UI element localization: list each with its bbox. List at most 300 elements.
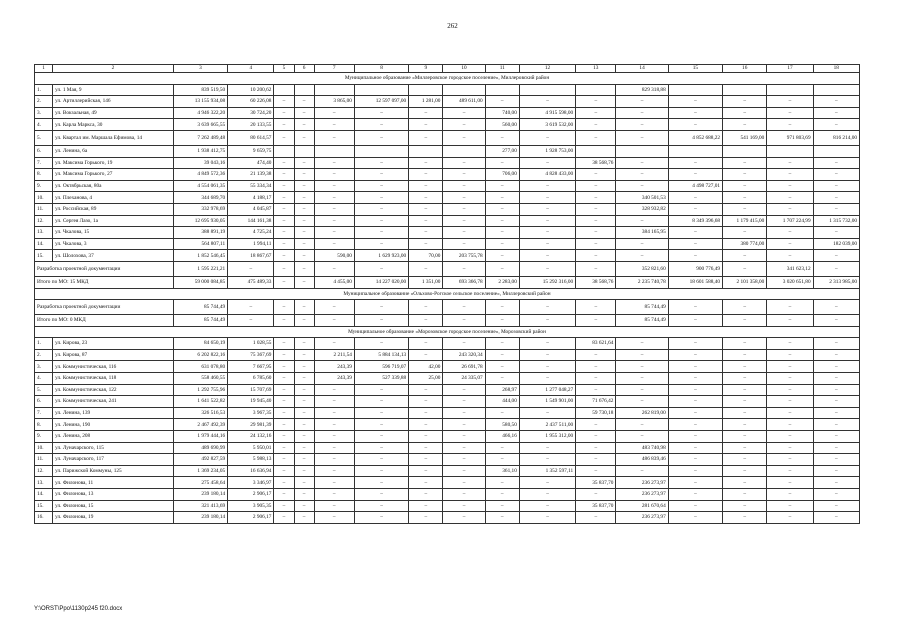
value-cell: – xyxy=(485,215,519,227)
value-cell: 243,39 xyxy=(314,361,354,373)
value-cell: – xyxy=(274,276,294,288)
table-row xyxy=(35,384,860,396)
value-cell: – xyxy=(409,349,443,361)
value-cell: 489 690,99 xyxy=(173,442,227,454)
value-cell: – xyxy=(813,489,859,501)
value-cell: – xyxy=(576,250,616,262)
value-cell: 2 283,00 xyxy=(485,276,519,288)
value-cell: – xyxy=(274,500,294,512)
value-cell: 71 676,42 xyxy=(576,396,616,408)
value-cell: 19 945,40 xyxy=(228,396,274,408)
value-cell: 2 906,17 xyxy=(228,512,274,524)
value-cell: – xyxy=(519,96,575,108)
value-cell: – xyxy=(519,349,575,361)
value-cell: 75 367,69 xyxy=(228,349,274,361)
summary-row xyxy=(35,300,860,315)
value-cell: – xyxy=(443,157,485,169)
value-cell: 340 501,53 xyxy=(616,192,668,204)
address-cell: ул. Ленина, 6а xyxy=(53,145,174,157)
value-cell: 2 467 492,39 xyxy=(173,419,227,431)
value-cell: – xyxy=(668,315,722,327)
value-cell xyxy=(723,145,767,157)
section-header-row xyxy=(35,288,860,300)
value-cell: – xyxy=(294,157,314,169)
value-cell: 1 938 412,75 xyxy=(173,145,227,157)
value-cell xyxy=(314,84,354,96)
table-row xyxy=(35,203,860,215)
value-cell: – xyxy=(354,130,408,145)
value-cell: – xyxy=(813,373,859,385)
value-cell: 2 313 985,00 xyxy=(813,276,859,288)
address-cell: ул. Российская, 89 xyxy=(53,203,174,215)
address-cell: ул. Коммунистическая, 116 xyxy=(53,361,174,373)
summary-row xyxy=(35,276,860,288)
value-cell: – xyxy=(409,477,443,489)
row-number: 4. xyxy=(35,373,53,385)
value-cell: 15 292 316,00 xyxy=(519,276,575,288)
section-header-row xyxy=(35,326,860,338)
value-cell: – xyxy=(485,300,519,315)
value-cell: 1 351,00 xyxy=(409,276,443,288)
value-cell: – xyxy=(354,407,408,419)
value-cell: 474,40 xyxy=(228,157,274,169)
value-cell: 527 339,88 xyxy=(354,373,408,385)
value-cell: 693 366,78 xyxy=(443,276,485,288)
value-cell: – xyxy=(485,261,519,276)
address-cell: ул. Сергея Лазо, 1а xyxy=(53,215,174,227)
value-cell: – xyxy=(409,107,443,119)
value-cell xyxy=(485,84,519,96)
value-cell: – xyxy=(576,315,616,327)
value-cell: – xyxy=(485,454,519,466)
value-cell: 18 867,67 xyxy=(228,250,274,262)
value-cell: 35 837,70 xyxy=(576,500,616,512)
address-cell: ул. Артиллерийская, 146 xyxy=(53,96,174,108)
value-cell: – xyxy=(576,130,616,145)
row-number: 2. xyxy=(35,349,53,361)
value-cell: 344 689,70 xyxy=(173,192,227,204)
value-cell: – xyxy=(274,431,294,443)
value-cell: – xyxy=(813,361,859,373)
value-cell: – xyxy=(314,107,354,119)
value-cell: 236 273,97 xyxy=(616,512,668,524)
value-cell: – xyxy=(576,454,616,466)
row-number: 10. xyxy=(35,192,53,204)
column-number-cell: 1 xyxy=(35,65,53,73)
value-cell: 1 852 546,45 xyxy=(173,250,227,262)
value-cell: – xyxy=(294,338,314,350)
value-cell: – xyxy=(409,442,443,454)
table-row xyxy=(35,338,860,350)
value-cell: – xyxy=(767,454,813,466)
value-cell: – xyxy=(409,500,443,512)
value-cell: – xyxy=(767,315,813,327)
value-cell: 1 549 901,00 xyxy=(519,396,575,408)
column-number-row xyxy=(35,65,860,73)
value-cell: – xyxy=(443,489,485,501)
value-cell: 475 489,33 xyxy=(228,276,274,288)
value-cell: – xyxy=(443,261,485,276)
value-cell: – xyxy=(813,261,859,276)
table-row xyxy=(35,512,860,524)
value-cell: – xyxy=(576,431,616,443)
value-cell: – xyxy=(409,384,443,396)
value-cell: – xyxy=(767,477,813,489)
value-cell: – xyxy=(616,338,668,350)
value-cell: – xyxy=(274,442,294,454)
value-cell: – xyxy=(767,203,813,215)
value-cell: – xyxy=(354,384,408,396)
value-cell xyxy=(274,84,294,96)
value-cell: – xyxy=(443,192,485,204)
value-cell: – xyxy=(485,180,519,192)
value-cell: – xyxy=(576,96,616,108)
value-cell: 706,00 xyxy=(485,169,519,181)
value-cell: – xyxy=(813,119,859,131)
value-cell: – xyxy=(723,96,767,108)
value-cell: – xyxy=(668,349,722,361)
value-cell: – xyxy=(813,338,859,350)
value-cell: – xyxy=(668,477,722,489)
column-number-cell: 12 xyxy=(519,65,575,73)
document-footer-path: Y:\ORST\Ppo\1130p245 f20.docx xyxy=(34,606,123,612)
budget-table xyxy=(34,64,860,524)
value-cell: – xyxy=(519,454,575,466)
value-cell: – xyxy=(813,419,859,431)
value-cell: – xyxy=(767,407,813,419)
value-cell: – xyxy=(813,431,859,443)
value-cell: – xyxy=(354,500,408,512)
value-cell: – xyxy=(294,227,314,239)
value-cell: – xyxy=(443,512,485,524)
value-cell: – xyxy=(767,250,813,262)
value-cell: – xyxy=(576,107,616,119)
value-cell: – xyxy=(576,119,616,131)
value-cell: 39 043,16 xyxy=(173,157,227,169)
row-number: 3. xyxy=(35,107,53,119)
value-cell: 1 595 221,21 xyxy=(173,261,227,276)
table-row xyxy=(35,107,860,119)
column-number-cell: 4 xyxy=(228,65,274,73)
value-cell xyxy=(443,145,485,157)
value-cell: – xyxy=(668,500,722,512)
value-cell xyxy=(723,84,767,96)
value-cell: 4 828 433,00 xyxy=(519,169,575,181)
address-cell: ул. Ленина, 139 xyxy=(53,407,174,419)
value-cell: – xyxy=(443,500,485,512)
table-row xyxy=(35,477,860,489)
value-cell: – xyxy=(668,454,722,466)
value-cell: – xyxy=(294,96,314,108)
value-cell: 1 955 312,00 xyxy=(519,431,575,443)
value-cell: – xyxy=(723,261,767,276)
value-cell: – xyxy=(314,203,354,215)
value-cell: 85 744,49 xyxy=(173,300,227,315)
value-cell: – xyxy=(576,442,616,454)
value-cell: – xyxy=(616,431,668,443)
value-cell: – xyxy=(354,431,408,443)
value-cell: – xyxy=(314,489,354,501)
value-cell: – xyxy=(443,107,485,119)
value-cell: – xyxy=(409,407,443,419)
value-cell: – xyxy=(354,238,408,250)
table-row xyxy=(35,96,860,108)
value-cell: 492 827,59 xyxy=(173,454,227,466)
address-cell: ул. Плеханова, 4 xyxy=(53,192,174,204)
value-cell: – xyxy=(813,442,859,454)
value-cell: 70,00 xyxy=(409,250,443,262)
value-cell: – xyxy=(409,465,443,477)
table-row xyxy=(35,130,860,145)
row-number: 5. xyxy=(35,130,53,145)
value-cell: 262 819,00 xyxy=(616,407,668,419)
value-cell: 277,00 xyxy=(485,145,519,157)
value-cell xyxy=(813,84,859,96)
value-cell: – xyxy=(576,384,616,396)
value-cell: – xyxy=(314,300,354,315)
value-cell: – xyxy=(409,396,443,408)
value-cell: – xyxy=(668,396,722,408)
value-cell: – xyxy=(274,477,294,489)
value-cell: – xyxy=(409,227,443,239)
value-cell: – xyxy=(228,300,274,315)
value-cell: – xyxy=(274,180,294,192)
section-title: Муниципальное образование «Миллеровское городское поселение», Миллеровский район xyxy=(35,73,860,85)
value-cell: – xyxy=(519,500,575,512)
value-cell: 4 188,17 xyxy=(228,192,274,204)
value-cell: – xyxy=(294,250,314,262)
table-row xyxy=(35,238,860,250)
value-cell: – xyxy=(354,477,408,489)
address-cell: ул. Максима Горького, 27 xyxy=(53,169,174,181)
value-cell: – xyxy=(668,300,722,315)
value-cell: – xyxy=(616,361,668,373)
value-cell: – xyxy=(294,407,314,419)
value-cell: – xyxy=(274,250,294,262)
value-cell: – xyxy=(294,512,314,524)
address-cell: ул. Квартал им. Маршала Ефимова, 14 xyxy=(53,130,174,145)
column-number-cell: 6 xyxy=(294,65,314,73)
value-cell: – xyxy=(443,215,485,227)
value-cell: 1 292 755,96 xyxy=(173,384,227,396)
value-cell: – xyxy=(409,238,443,250)
value-cell: 14 227 020,00 xyxy=(354,276,408,288)
value-cell: – xyxy=(668,419,722,431)
value-cell: – xyxy=(274,419,294,431)
value-cell: – xyxy=(813,96,859,108)
value-cell: – xyxy=(294,396,314,408)
value-cell: 3 905,35 xyxy=(228,500,274,512)
value-cell: – xyxy=(813,250,859,262)
row-number: 16. xyxy=(35,512,53,524)
value-cell: – xyxy=(767,396,813,408)
value-cell: – xyxy=(616,465,668,477)
value-cell: 558 460,55 xyxy=(173,373,227,385)
value-cell: – xyxy=(354,169,408,181)
value-cell: 5 950,01 xyxy=(228,442,274,454)
table-row xyxy=(35,215,860,227)
value-cell: 5 884 134,13 xyxy=(354,349,408,361)
value-cell: 1 994,11 xyxy=(228,238,274,250)
value-cell: – xyxy=(576,215,616,227)
address-cell: ул. Коммунистическая, 122 xyxy=(53,384,174,396)
value-cell: – xyxy=(485,477,519,489)
value-cell: 6 202 822,16 xyxy=(173,349,227,361)
row-number: 3. xyxy=(35,361,53,373)
row-number: 10. xyxy=(35,442,53,454)
column-number-cell: 9 xyxy=(409,65,443,73)
value-cell: – xyxy=(813,465,859,477)
value-cell xyxy=(668,145,722,157)
value-cell: 384 165,95 xyxy=(616,227,668,239)
value-cell: – xyxy=(519,157,575,169)
value-cell: 352 821,60 xyxy=(616,261,668,276)
address-cell: ул. Филонова, 13 xyxy=(53,489,174,501)
value-cell: – xyxy=(443,419,485,431)
value-cell: – xyxy=(723,107,767,119)
row-number: 11. xyxy=(35,203,53,215)
value-cell: – xyxy=(576,238,616,250)
value-cell xyxy=(314,145,354,157)
value-cell: 560,00 xyxy=(485,119,519,131)
value-cell: 7 262 489,48 xyxy=(173,130,227,145)
value-cell: 332 978,69 xyxy=(173,203,227,215)
value-cell: – xyxy=(813,169,859,181)
address-cell: ул. Шолохова, 37 xyxy=(53,250,174,262)
value-cell: 26 691,78 xyxy=(443,361,485,373)
value-cell: – xyxy=(723,384,767,396)
value-cell: 29 981,39 xyxy=(228,419,274,431)
value-cell: 1 179 415,00 xyxy=(723,215,767,227)
value-cell: – xyxy=(443,407,485,419)
row-number: 9. xyxy=(35,180,53,192)
column-number-cell: 3 xyxy=(173,65,227,73)
value-cell: – xyxy=(274,512,294,524)
value-cell: – xyxy=(576,192,616,204)
value-cell: – xyxy=(668,119,722,131)
value-cell: 60 226,08 xyxy=(228,96,274,108)
table-row xyxy=(35,84,860,96)
value-cell: – xyxy=(274,407,294,419)
address-cell: ул. Луначарского, 117 xyxy=(53,454,174,466)
value-cell: – xyxy=(767,300,813,315)
value-cell: – xyxy=(274,119,294,131)
value-cell: – xyxy=(443,338,485,350)
value-cell: – xyxy=(576,169,616,181)
address-cell: ул. Чкалова, 3 xyxy=(53,238,174,250)
value-cell: 2 437 511,00 xyxy=(519,419,575,431)
value-cell: – xyxy=(274,215,294,227)
value-cell: – xyxy=(314,454,354,466)
table-row xyxy=(35,157,860,169)
value-cell: 321 413,69 xyxy=(173,500,227,512)
column-number-cell: 15 xyxy=(668,65,722,73)
value-cell: – xyxy=(813,192,859,204)
value-cell: – xyxy=(668,338,722,350)
value-cell: – xyxy=(294,276,314,288)
value-cell: – xyxy=(767,361,813,373)
column-number-cell: 8 xyxy=(354,65,408,73)
section-title: Муниципальное образование «Ольхово-Рогское сельское поселение», Миллеровский район xyxy=(35,288,860,300)
value-cell: – xyxy=(616,130,668,145)
value-cell: 3 865,00 xyxy=(314,96,354,108)
value-cell: – xyxy=(314,169,354,181)
value-cell: – xyxy=(813,300,859,315)
row-number: 4. xyxy=(35,119,53,131)
value-cell: 59 730,18 xyxy=(576,407,616,419)
value-cell: 38 568,76 xyxy=(576,276,616,288)
value-cell: 4 946 322,20 xyxy=(173,107,227,119)
table-row xyxy=(35,396,860,408)
table-row xyxy=(35,465,860,477)
value-cell: – xyxy=(519,512,575,524)
value-cell: – xyxy=(616,107,668,119)
value-cell: – xyxy=(485,130,519,145)
value-cell: – xyxy=(616,250,668,262)
value-cell: 182 039,00 xyxy=(813,238,859,250)
value-cell: – xyxy=(519,477,575,489)
value-cell: – xyxy=(519,361,575,373)
value-cell: – xyxy=(519,261,575,276)
value-cell: – xyxy=(668,157,722,169)
value-cell: – xyxy=(294,419,314,431)
value-cell: – xyxy=(723,442,767,454)
value-cell xyxy=(519,84,575,96)
value-cell: – xyxy=(576,361,616,373)
value-cell: 42,00 xyxy=(409,361,443,373)
value-cell: – xyxy=(519,238,575,250)
value-cell: – xyxy=(723,431,767,443)
value-cell xyxy=(409,84,443,96)
value-cell: 275 458,64 xyxy=(173,477,227,489)
value-cell: – xyxy=(668,465,722,477)
value-cell: 596 719,07 xyxy=(354,361,408,373)
value-cell: 6 785,60 xyxy=(228,373,274,385)
value-cell: 144 161,38 xyxy=(228,215,274,227)
value-cell: – xyxy=(767,119,813,131)
value-cell: 2 906,17 xyxy=(228,489,274,501)
value-cell: – xyxy=(314,419,354,431)
value-cell: – xyxy=(485,192,519,204)
value-cell: 489 611,00 xyxy=(443,96,485,108)
value-cell: – xyxy=(767,169,813,181)
value-cell: – xyxy=(519,489,575,501)
value-cell: – xyxy=(519,192,575,204)
value-cell: – xyxy=(616,396,668,408)
value-cell: 444,00 xyxy=(485,396,519,408)
value-cell: – xyxy=(354,119,408,131)
address-cell: ул. Ленина, 190 xyxy=(53,419,174,431)
value-cell: – xyxy=(294,373,314,385)
value-cell: – xyxy=(485,250,519,262)
value-cell: – xyxy=(576,180,616,192)
value-cell: – xyxy=(767,238,813,250)
value-cell: 1 928 753,00 xyxy=(519,145,575,157)
value-cell: – xyxy=(519,300,575,315)
value-cell: – xyxy=(576,203,616,215)
value-cell: 4 554 061,35 xyxy=(173,180,227,192)
value-cell: – xyxy=(354,227,408,239)
value-cell: – xyxy=(354,454,408,466)
column-number-cell: 5 xyxy=(274,65,294,73)
value-cell: – xyxy=(616,157,668,169)
value-cell: – xyxy=(274,130,294,145)
address-cell: ул. Вокзальная, 49 xyxy=(53,107,174,119)
value-cell: – xyxy=(668,373,722,385)
address-cell: ул. Филонова, 19 xyxy=(53,512,174,524)
value-cell: – xyxy=(767,107,813,119)
value-cell xyxy=(409,145,443,157)
